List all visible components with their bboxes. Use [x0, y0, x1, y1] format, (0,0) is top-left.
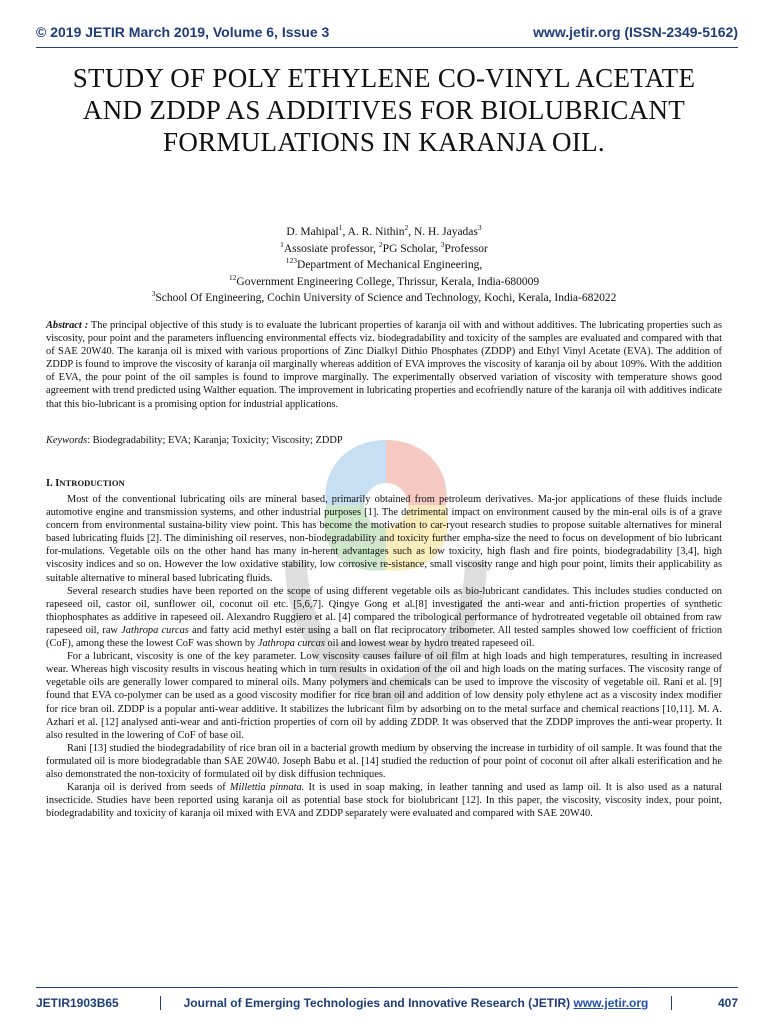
- intro-paragraph-4: Rani [13] studied the biodegradability of rice bran oil in a bacterial growth medium by observing the increase in turbidity of oil sample. It was found that the formulated oil is more biodegradable than SAE 20W40. Joseph Babu et al. [14] studied the reduction of pour point of coconut oil after alkali esterification and he also demonstrated the non-toxicity of formulated oil by disk diffusion techniques.: [46, 742, 722, 780]
- intro-paragraph-5: Karanja oil is derived from seeds of Millettia pinnata. It is used in soap making, in leather tanning and used as lamp oil. It is also used as a natural insecticide. Studies have been reported using karanja oil as potential base stock for biolubricant [12]. In this paper, the viscosity, viscosity index, pour point, biodegradability and toxicity of karanja oil mixed with EVA and ZDDP separately were evaluated and compared with SAE 20W40.: [46, 782, 722, 820]
- affiliation-gec: $^{12}$Government Engineering College, Thrissur, Kerala, India-680009: [228, 272, 540, 288]
- abstract-text: The principal objective of this study is to evaluate the lubricant properties of karanja oil with and without additives. The lubricating properties such as viscosity, pour point and the parameters influencing environmental effects viz. biodegradability and toxicity of the samples are evaluated and compared with that of SAE 20W40. The karanja oil is mixed with various proportions of Zinc Dialkyl Dithio Phosphates (ZDDP) and Ethyl Vinyl Acetate (EVA). The addition of ZDDP is found to improve the viscosity of karanja oil marginally whereas addition of EVA improves the viscosity of karanja oil by about 109%. With the addition of EVA, the pour point of the oil samples is found to improve marginally. The experimentally observed variation of viscosity with temperature shows good agreement with trend predicted using Walther equation. The improvement in lubricating properties and ecofriendly nature of the karanja oil with additives indicate that this bio-lubricant is a promising option for industrial applications.: [46, 320, 722, 410]
- header-divider: [36, 47, 738, 48]
- section-heading-introduction: I. INTRODUCTION: [46, 478, 125, 489]
- intro-paragraph-2: Several research studies have been reported on the scope of using different vegetable oils as bio-lubricant candidates. This includes studies conducted on rapeseed oil, castor oil, sunflower oil, coconut oil etc. [5,6,7]. Qingye Gong et al.[8] investigated the anti-wear and anti-friction properties of synthetic thiophosphates as additive in rapeseed oil. Alexandro Ruggiero et al. [4] compared the tribological performance of hydrotreated vegetable oil obtained from raw rapeseed oil, raw Jathropa curcas and fatty acid methyl ester using a ball on flat reciprocatory tribometer. All tested samples showed low coefficient of friction (CoF), among these the lowest CoF was shown by Jathropa curcas oil and lowest wear by hydro treated rapeseed oil.: [46, 585, 723, 650]
- header-issn: www.jetir.org (ISSN-2349-5162): [533, 24, 738, 40]
- intro-paragraph-1: Most of the conventional lubricating oils are mineral based, primarily obtained from petroleum derivatives. Ma-jor applications of these fluids include automotive engine and transmission systems, and other industrial purposes [1]. The detrimental impact on environment caused by the min-eral oils is of a grave concern from environmental sustaina-bility view point. This has become the motivation to car-ryout research studies to propose suitable alternatives for mineral based lubricating fluids [2]. The diminishing oil reserves, non-biodegradability and toxicity further empha-size the need to focus on development of bio lubricant for-mulations. Vegetable oils on the other hand has many in-herent advantages such as low toxicity, high flash and fire points, biodegradability [3,4], high viscosity indices and so on. However the low oxidative stability, low corrosive re-sistance, small viscosity range and high pour point, limits their applicability as suitable alternative to mineral based lubricating fluids.: [46, 494, 722, 584]
- footer-journal: Journal of Emerging Technologies and Innovative Research (JETIR) www.jetir.org: [183, 996, 649, 1010]
- footer-journal-link[interactable]: www.jetir.org: [573, 996, 649, 1010]
- footer-separator: [160, 996, 161, 1010]
- footer-separator: [671, 996, 672, 1010]
- footer-divider: [36, 987, 738, 988]
- author-roles: $^1$Assosiate professor, $^2$PG Scholar, $^3$Professor: [280, 239, 488, 255]
- page-header: [36, 24, 738, 44]
- abstract-label: Abstract :: [46, 320, 89, 331]
- author-names: D. Mahipal$^1$, A. R. Nithin$^2$, N. H. Jayadas$^3$: [286, 223, 482, 238]
- intro-paragraph-3: For a lubricant, viscosity is one of the key parameter. Low viscosity causes failure of oil film at high loads and high temperatures, resulting in increased wear. Whereas high viscosity results in viscous heating which in turn results in oxidation of the oil and high loads on the mating surfaces. The viscosity range of vegetable oils are generally lower compared to mineral oils. Many polymers and chemicals can be used to improve the viscosity of vegetable oil. Rani et al. [9] found that EVA co-polymer can be used as a good viscosity modifier for rice bran oil and addition of low density poly ethylene act as a viscosity index modifier for rice bran oil. ZDDP is a popular anti-wear additive. It stabilizes the lubricant film by adsorbing on to the metal surface and chemical reactions [10,11]. M. A. Azhari et al. [12] analysed anti-wear and anti-friction properties of corn oil by adding ZDDP. It was observed that the ZDDP improves the anti-wear property. It also resulted in the lowering of CoF of base oil.: [46, 651, 722, 741]
- footer-article-code: JETIR1903B65: [36, 996, 119, 1010]
- abstract-paragraph: [46, 319, 722, 411]
- keywords-line: [46, 434, 722, 447]
- keywords-text: : Biodegradability; EVA; Karanja; Toxicity; Viscosity; ZDDP: [87, 435, 343, 446]
- author-block: [60, 224, 708, 307]
- introduction-body: [46, 493, 722, 820]
- paper-title: STUDY OF POLY ETHYLENE CO-VINYL ACETATE AND ZDDP AS ADDITIVES FOR BIOLUBRICANT FORMULATIONS IN KARANJA OIL.: [72, 63, 696, 157]
- affiliation-cusat: $^3$School Of Engineering, Cochin University of Science and Technology, Kochi, Kerala, India-682022: [151, 289, 617, 304]
- header-volume-info: © 2019 JETIR March 2019, Volume 6, Issue 3: [36, 24, 330, 40]
- footer-page-number: 407: [717, 996, 738, 1010]
- page-footer: [36, 993, 738, 1013]
- keywords-label: Keywords: [46, 435, 88, 446]
- affiliation-department: $^{123}$Department of Mechanical Engineering,: [285, 256, 483, 271]
